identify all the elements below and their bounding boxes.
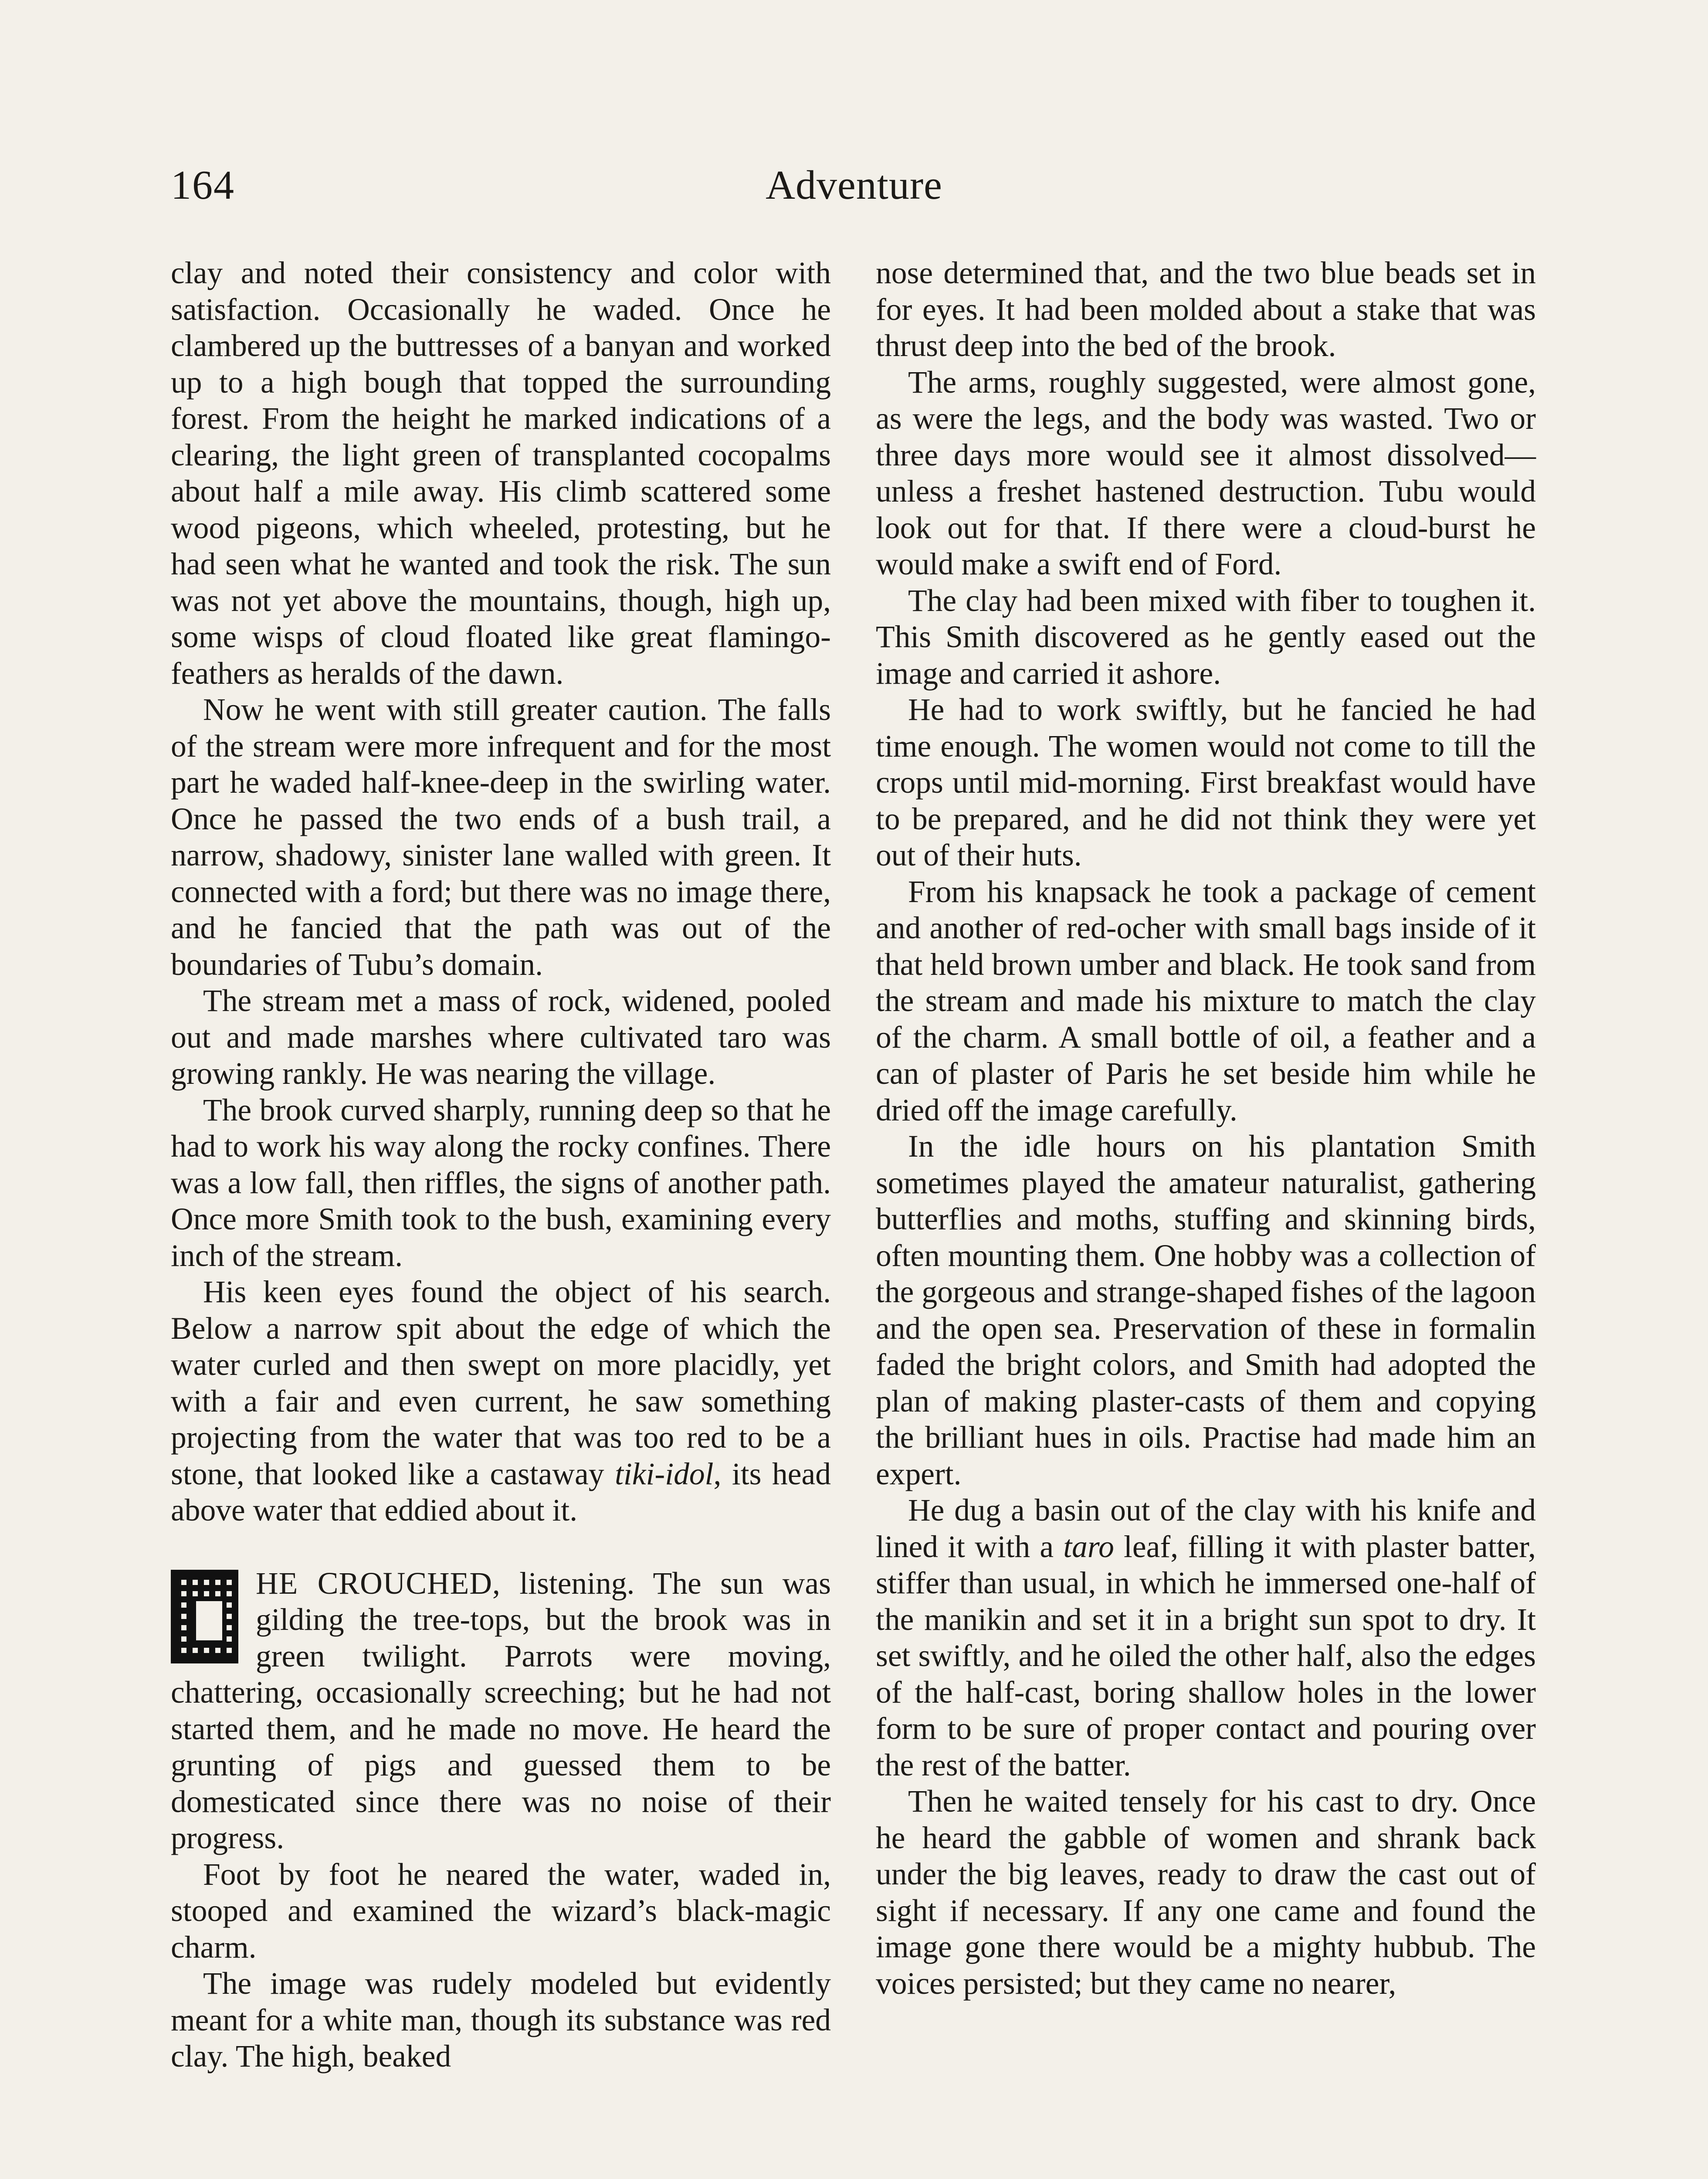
italic-term: taro <box>1063 1529 1114 1564</box>
text-run: leaf, filling it with plaster batter, stiffer than usual, in which he immersed one-half of the manikin and set it in a bright sun spot to dry. It set swiftly, and he oiled the other half, also the edges of the half-cast, boring shallow holes in the lower form to be sure of proper contact and pouring over the rest of the batter. <box>876 1529 1536 1782</box>
ornament-icon <box>171 1570 238 1663</box>
paragraph: The stream met a mass of rock, widened, pooled out and made marshes where cultivated taro was growing rankly. He was nearing the village. <box>171 984 831 1091</box>
text-run: He dug a basin out of the clay with his knife and lined it with a <box>876 1493 1536 1564</box>
running-head: Adventure <box>766 163 942 208</box>
text-run: listening. The sun was gilding the tree-tops, but the brook was in green twilight. Parrots were moving, chattering, occasionally screeching; but he had not started them, and he made no move. He heard the grunting of pigs and guessed them to be domesticated since there was no noise of their progress. <box>171 1566 831 1855</box>
page-number: 164 <box>171 163 235 208</box>
paragraph <box>171 1274 831 1529</box>
paragraph: In the idle hours on his plantation Smith sometimes played the amateur naturalist, gathering butterflies and moths, stuffing and skinning birds, often mounting them. One hobby was a collection of the gorgeous and strange-shaped fishes of the lagoon and the open sea. Preservation of these in formalin faded the bright colors, and Smith had adopted the plan of making plaster-casts of them and copying the brilliant hues in oils. Practise had made him an expert. <box>876 1129 1536 1491</box>
paragraph: From his knapsack he took a package of cement and another of red-ocher with small bags inside of it that held brown umber and black. He took sand from the stream and made his mixture to match the clay of the charm. A small bottle of oil, a feather and a can of plaster of Paris he set beside him while he dried off the image carefully. <box>876 874 1536 1127</box>
paragraph: The image was rudely modeled but evidently meant for a white man, though its substance was red clay. The high, beaked <box>171 1966 831 2074</box>
left-column <box>171 255 831 2075</box>
text-run: His keen eyes found the object of his search. Below a narrow spit about the edge of which the water curled and then swept on more placidly, yet with a fair and even current, he saw something projecting from the water that was too red to be a stone, that looked like a castaway <box>171 1275 831 1491</box>
paragraph: Then he waited tensely for his cast to dry. Once he heard the gabble of women and shrank back under the big leaves, ready to draw the cast out of sight if necessary. If any one came and found the image gone there would be a mighty hubbub. The voices persisted; but they came no nearer, <box>876 1784 1536 2001</box>
right-column <box>876 255 1536 2002</box>
paragraph: He had to work swiftly, but he fancied he had time enough. The women would not come to till the crops until mid-morning. First breakfast would have to be prepared, and he did not think they were yet out of their huts. <box>876 692 1536 872</box>
paragraph: Now he went with still greater caution. The falls of the stream were more infrequent and for the most part he waded half-knee-deep in the swirling water. Once he passed the two ends of a bush trail, a narrow, shadowy, sinister lane walled with green. It connected with a ford; but there was no image there, and he fancied that the path was out of the boundaries of Tubu’s domain. <box>171 692 831 982</box>
section-opening-paragraph <box>171 1565 831 1857</box>
paragraph: Foot by foot he neared the water, waded in, stooped and examined the wizard’s black-magic charm. <box>171 1857 831 1965</box>
paragraph: The arms, roughly suggested, were almost gone, as were the legs, and the body was wasted. Two or three days more would see it almost dissolved—unless a freshet hastened destruction. Tubu would look out for that. If there were a cloud-burst he would make a swift end of Ford. <box>876 365 1536 581</box>
paragraph: The clay had been mixed with fiber to toughen it. This Smith discovered as he gently eased out the image and carried it ashore. <box>876 583 1536 691</box>
paragraph <box>876 1492 1536 1783</box>
text-run: , its head above water that eddied about it. <box>171 1456 831 1527</box>
section-lead-caps: HE CROUCHED, <box>256 1566 501 1601</box>
paragraph: nose determined that, and the two blue beads set in for eyes. It had been molded about a stake that was thrust deep into the bed of the brook. <box>876 256 1536 363</box>
paragraph: The brook curved sharply, running deep so that he had to work his way along the rocky confines. There was a low fall, then riffles, the signs of another path. Once more Smith took to the bush, examining every inch of the stream. <box>171 1093 831 1273</box>
paragraph: clay and noted their consistency and color with satisfaction. Occasionally he waded. Once he clambered up the buttresses of a banyan and worked up to a high bough that topped the surrounding forest. From the height he marked indications of a clearing, the light green of transplanted cocopalms about half a mile away. His climb scattered some wood pigeons, which wheeled, protesting, but he had seen what he wanted and took the risk. The sun was not yet above the mountains, though, high up, some wisps of cloud floated like great flamingo-feathers as heralds of the dawn. <box>171 256 831 691</box>
italic-term: tiki-idol <box>615 1456 714 1491</box>
